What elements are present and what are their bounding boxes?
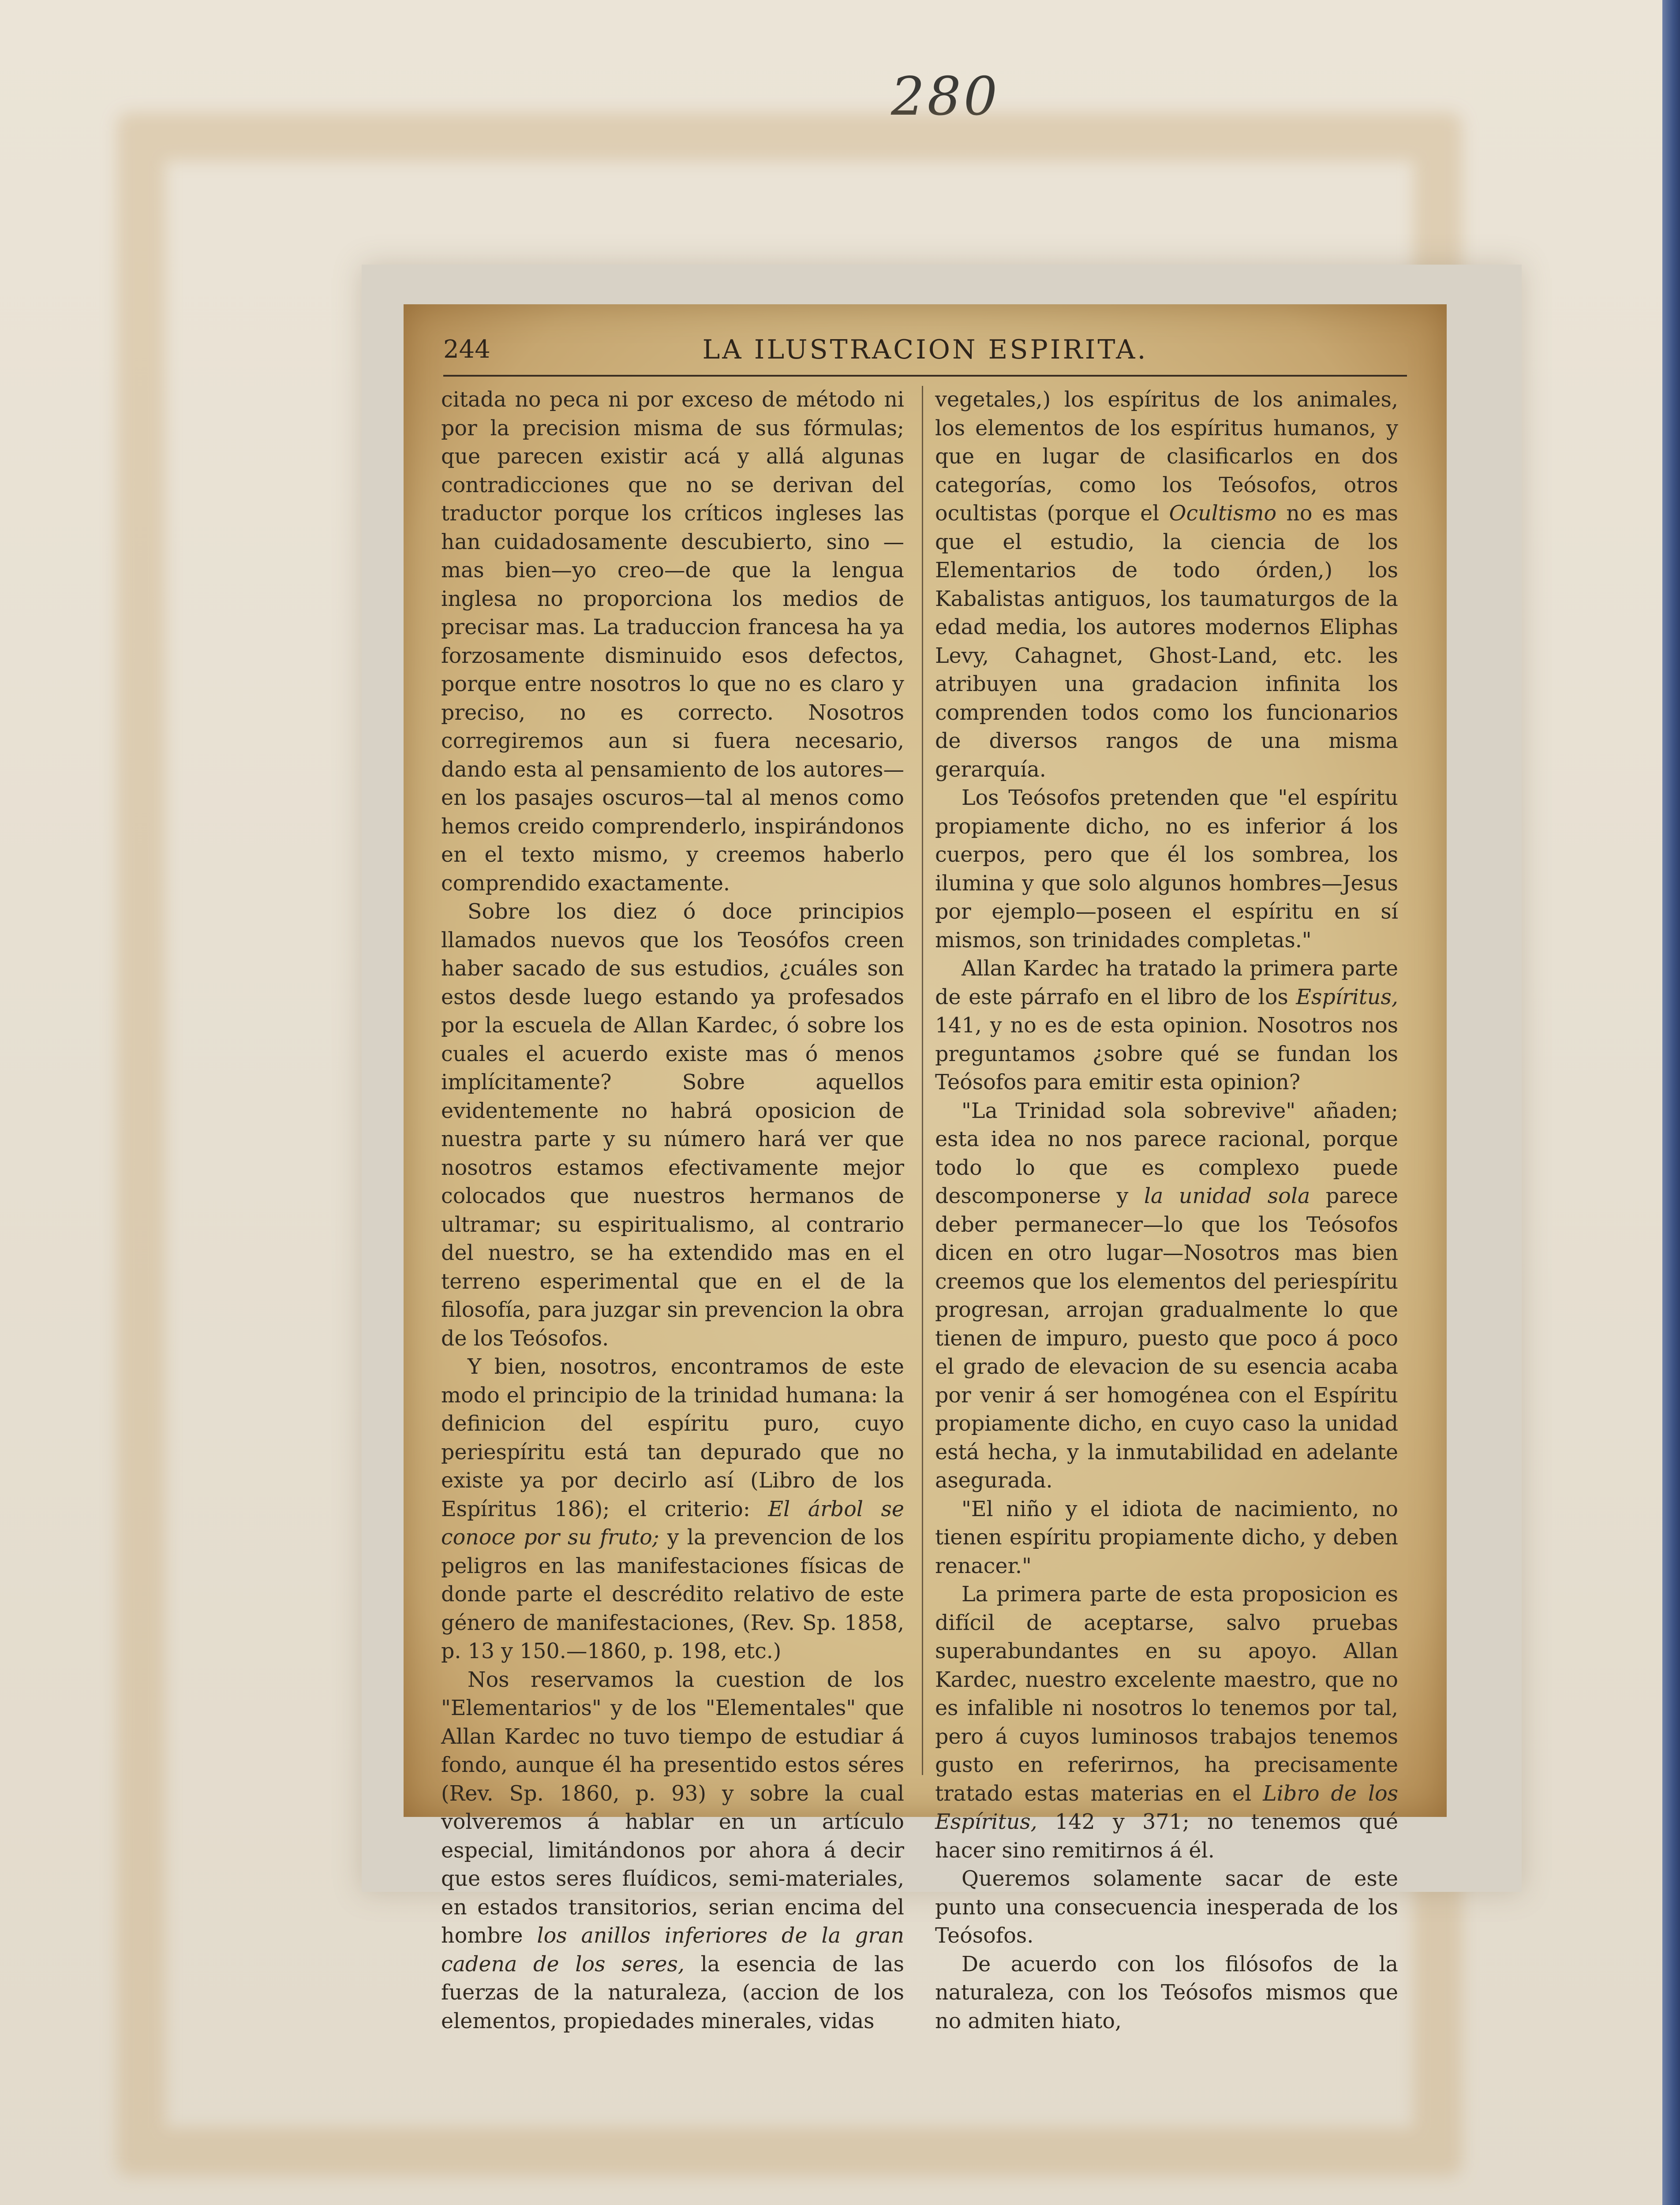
paragraph: Nos reservamos la cuestion de los "Elementarios" y de los "Elementales" que Allan Kardec no tuvo tiempo de estudiar á fondo, aunque él ha presentido estos séres (Rev. Sp. 1860, p. 93) y sobre la cual volveremos á hablar en un artículo especial, limitándonos por ahora á decir que estos seres fluídicos, semi-materiales, en estados transitorios, serian encima del hombre los anillos inferiores de la gran cadena de los seres, la esencia de las fuerzas de la naturaleza, (accion de los elementos, propiedades minerales, vidas bbox=[441, 1667, 904, 2033]
newspaper-clipping bbox=[404, 304, 1447, 2033]
paragraph: Allan Kardec ha tratado la primera parte de este párrafo en el libro de los Espíritus, 141, y no es de esta opinion. Nosotros nos preguntamos ¿sobre qué se fundan los Teósofos para emitir esta opinion? bbox=[935, 957, 1398, 1095]
handwritten-page-number: 280 bbox=[891, 66, 1000, 127]
paragraph: Sobre los diez ó doce principios llamados nuevos que los Teosófos creen haber sacado de sus estudios, ¿cuáles son estos desde luego estando ya profesados por la escuela de Allan Kardec, ó sobre los cuales el acuerdo existe mas ó menos implícitamente? Sobre aquellos evidentemente no habrá oposicion de nuestra parte y su número hará ver que nosotros estamos efectivamente mejor colocados que nuestros hermanos de ultramar; su espiritualismo, al contrario del nuestro, se ha extendido mas en el terreno esperimental que en el de la filosofía, para juzgar sin prevencion la obra de los Teósofos. bbox=[441, 900, 904, 1351]
paragraph: La primera parte de esta proposicion es difícil de aceptarse, salvo pruebas superabundantes en su apoyo. Allan Kardec, nuestro excelente maestro, que no es infalible ni nosotros lo tenemos por tal, pero á cuyos luminosos trabajos tenemos gusto en referirnos, ha precisamente tratado estas materias en el Libro de los Espíritus, 142 y 371; no tenemos qué hacer sino remitirnos á él. bbox=[935, 1582, 1399, 1863]
paragraph: Queremos solamente sacar de este punto una consecuencia inesperada de los Teósofos. bbox=[935, 1867, 1398, 1948]
paragraph: De acuerdo con los filósofos de la naturaleza, con los Teósofos mismos que no admiten hiato, bbox=[935, 1952, 1398, 2033]
running-title: LA ILUSTRACION ESPIRITA. bbox=[702, 334, 1148, 365]
italic-phrase: los anillos inferiores de la gran cadena de los seres, bbox=[441, 1924, 904, 1977]
paragraph: citada no peca ni por exceso de método ni por la precision misma de sus fórmulas; que parecen existir acá y allá algunas contradicciones que no se derivan del traductor porque los críticos ingleses las han cuidadosamente descubierto, sino —mas bien—yo creo—de que la lengua inglesa no proporciona los medios de precisar mas. La traduccion francesa ha ya forzosamente disminuido esos defectos, porque entre nosotros lo que no es claro y preciso, no es correcto. Nosotros corregiremos aun si fuera necesario, dando esta al pensamiento de los autores—en los pasajes oscuros—tal al menos como hemos creido comprenderlo, inspirándonos en el texto mismo, y creemos haberlo comprendido exactamente. bbox=[441, 388, 904, 896]
column-rule bbox=[922, 386, 923, 1775]
right-column bbox=[935, 386, 1399, 2033]
paragraph: Los Teósofos pretenden que "el espíritu propiamente dicho, no es inferior á los cuerpos, pero que él los sombrea, los ilumina y que solo algunos hombres—Jesus por ejemplo—poseen el espíritu en sí mismos, son trinidades completas." bbox=[935, 786, 1398, 953]
paragraph: vegetales,) los espíritus de los animales, los elementos de los espíritus humanos, y que en lugar de clasificarlos en dos categorías, como los Teósofos, otros ocultistas (porque el Ocultismo no es mas que el estudio, la ciencia de los Elementarios de todo órden,) los Kabalistas antiguos, los taumaturgos de la edad media, los autores modernos Eliphas Levy, Cahagnet, Ghost-Land, etc. les atribuyen una gradacion infinita los comprenden todos como los funcionarios de diversos rangos de una misma gerarquía. bbox=[935, 388, 1398, 782]
paragraph: "La Trinidad sola sobrevive" añaden; esta idea no nos parece racional, porque todo lo que es complexo puede descomponerse y la unidad sola parece deber permanecer—lo que los Teósofos dicen en otro lugar—Nosotros mas bien creemos que los elementos del periespíritu progresan, arrojan gradualmente lo que tienen de impuro, puesto que poco á poco el grado de elevacion de su esencia acaba por venir á ser homogénea con el Espíritu propiamente dicho, en cuyo caso la unidad está hecha, y la inmutabilidad en adelante asegurada. bbox=[935, 1099, 1398, 1493]
italic-phrase: Espíritus, bbox=[1296, 985, 1398, 1009]
italic-phrase: Libro de los Espíritus, bbox=[935, 1781, 1399, 1834]
italic-phrase: la unidad sola bbox=[1144, 1184, 1310, 1208]
paragraph: "El niño y el idiota de nacimiento, no tienen espíritu propiamente dicho, y deben renacer." bbox=[935, 1497, 1398, 1578]
page-header bbox=[443, 326, 1407, 377]
left-column bbox=[441, 386, 904, 2033]
printed-page-number: 244 bbox=[443, 335, 490, 364]
italic-phrase: Ocultismo bbox=[1169, 501, 1277, 526]
italic-phrase: El árbol se conoce por su fruto; bbox=[441, 1497, 904, 1550]
album-cover-edge bbox=[1662, 0, 1680, 2205]
paragraph: Y bien, nosotros, encontramos de este modo el principio de la trinidad humana: la definicion del espíritu puro, cuyo periespíritu está tan depurado que no existe ya por decirlo así (Libro de los Espíritus 186); el criterio: El árbol se conoce por su fruto; y la prevencion de los peligros en las manifestaciones físicas de donde parte el descrédito relativo de este género de manifestaciones, (Rev. Sp. 1858, p. 13 y 150.—1860, p. 198, etc.) bbox=[441, 1355, 904, 1663]
